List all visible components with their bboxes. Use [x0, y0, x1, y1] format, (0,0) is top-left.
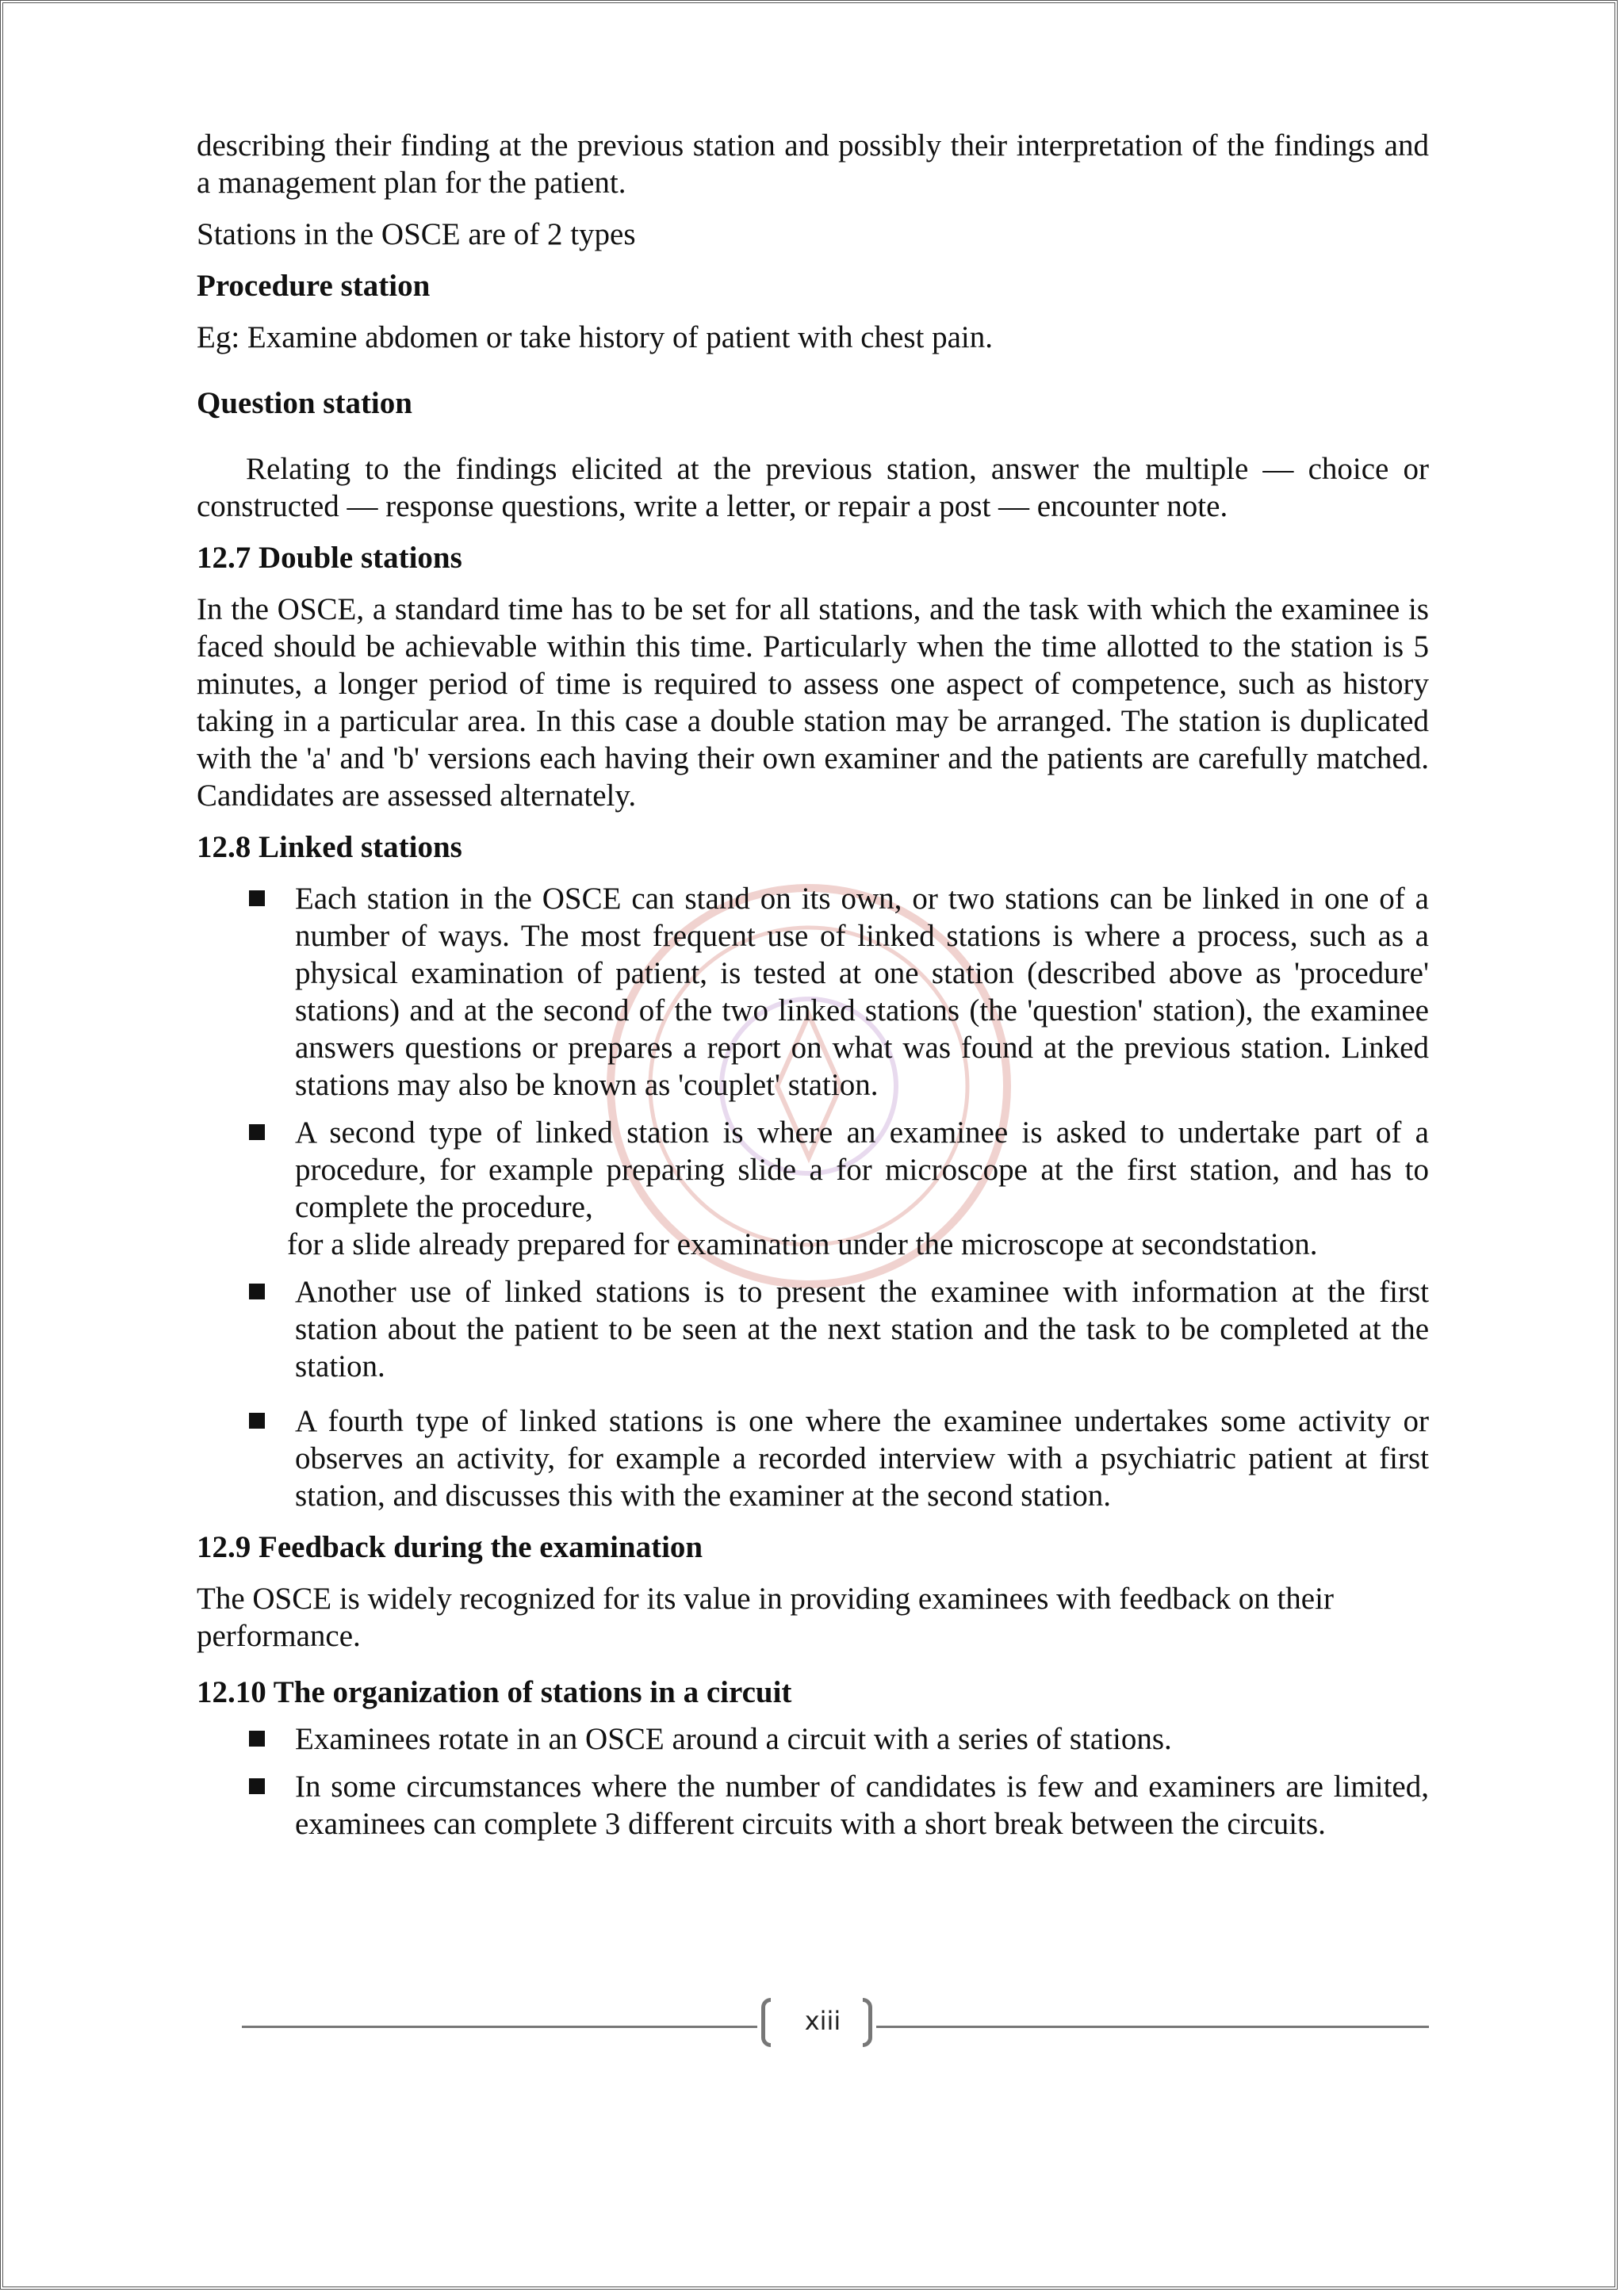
paragraph-procedure-example: Eg: Examine abdomen or take history of patient with chest pain.	[197, 320, 993, 354]
list-item: Another use of linked stations is to present the examinee with information at the first station about the patient to be seen at the next station and the task to be completed at the station.	[197, 1273, 1429, 1385]
footer-rule-left	[242, 2026, 757, 2028]
heading-procedure-station: Procedure station	[197, 269, 431, 303]
list-item: A second type of linked station is where an examinee is asked to undertake part of a procedure, for example preparing slide a for microscope at the first station, and has to complete the procedure,	[197, 1114, 1429, 1226]
list-item: Examinees rotate in an OSCE around a circuit with a series of stations.	[197, 1720, 1429, 1758]
page-footer	[242, 1998, 1429, 2061]
list-item: Each station in the OSCE can stand on its own, or two stations can be linked in one of a number of ways. The most frequent use of linked stations is where a process, such as a physical examination of patient, is tested at one station (described above as 'procedure' stations) and at the second of the two linked stations (the 'question' station), the examinee answers questions or prepares a report on what was found at the previous station. Linked stations may also be known as 'couplet' station.	[197, 880, 1429, 1104]
square-bullet-icon	[249, 1124, 265, 1140]
left-bracket-icon	[761, 1998, 771, 2047]
list-item: A fourth type of linked stations is one where the examinee undertakes some activity or observes an activity, for example a recorded interview with a psychiatric patient at first station, and discusses this with the examiner at the second station.	[197, 1402, 1429, 1514]
square-bullet-icon	[249, 1778, 265, 1794]
list-item: In some circumstances where the number of candidates is few and examiners are limited, examinees can complete 3 different circuits with a short break between the circuits.	[197, 1768, 1429, 1843]
square-bullet-icon	[249, 1731, 265, 1747]
heading-double-stations: 12.7 Double stations	[197, 541, 462, 575]
footer-rule-right	[876, 2026, 1429, 2028]
linked-stations-list-cont	[197, 1273, 1429, 1514]
circuit-list	[197, 1720, 1429, 1843]
paragraph-feedback: The OSCE is widely recognized for its value in providing examinees with feedback on their performance.	[197, 1582, 1334, 1653]
heading-feedback: 12.9 Feedback during the examination	[197, 1530, 703, 1564]
list-item-continuation: for a slide already prepared for examination under the microscope at secondstation.	[287, 1227, 1318, 1261]
page-number: xiii	[804, 2006, 841, 2036]
paragraph-double-stations: In the OSCE, a standard time has to be set for all stations, and the task with which the examinee is faced should be achievable within this time. Particularly when the time allotted to the station is 5 minutes, a longer period of time is required to assess one aspect of competence, such as history taking in a particular area. In this case a double station may be arranged. The station is duplicated with the 'a' and 'b' versions each having their own examiner and the patients are carefully matched. Candidates are assessed alternately.	[197, 592, 1429, 813]
heading-organization: 12.10 The organization of stations in a circuit	[197, 1675, 792, 1709]
heading-question-station: Question station	[197, 386, 412, 420]
square-bullet-icon	[249, 1413, 265, 1429]
paragraph-station-types: Stations in the OSCE are of 2 types	[197, 217, 636, 251]
paragraph-continued: describing their finding at the previous station and possibly their interpretation of the findings and a management plan for the patient.	[197, 128, 1429, 200]
square-bullet-icon	[249, 1284, 265, 1299]
right-bracket-icon	[863, 1998, 872, 2047]
heading-linked-stations: 12.8 Linked stations	[197, 830, 462, 864]
square-bullet-icon	[249, 890, 265, 906]
paragraph-question-station: Relating to the findings elicited at the previous station, answer the multiple — choice or constructed — response questions, write a letter, or repair a post — encounter note.	[197, 452, 1429, 523]
linked-stations-list	[197, 880, 1429, 1226]
document-body	[197, 127, 1429, 1843]
